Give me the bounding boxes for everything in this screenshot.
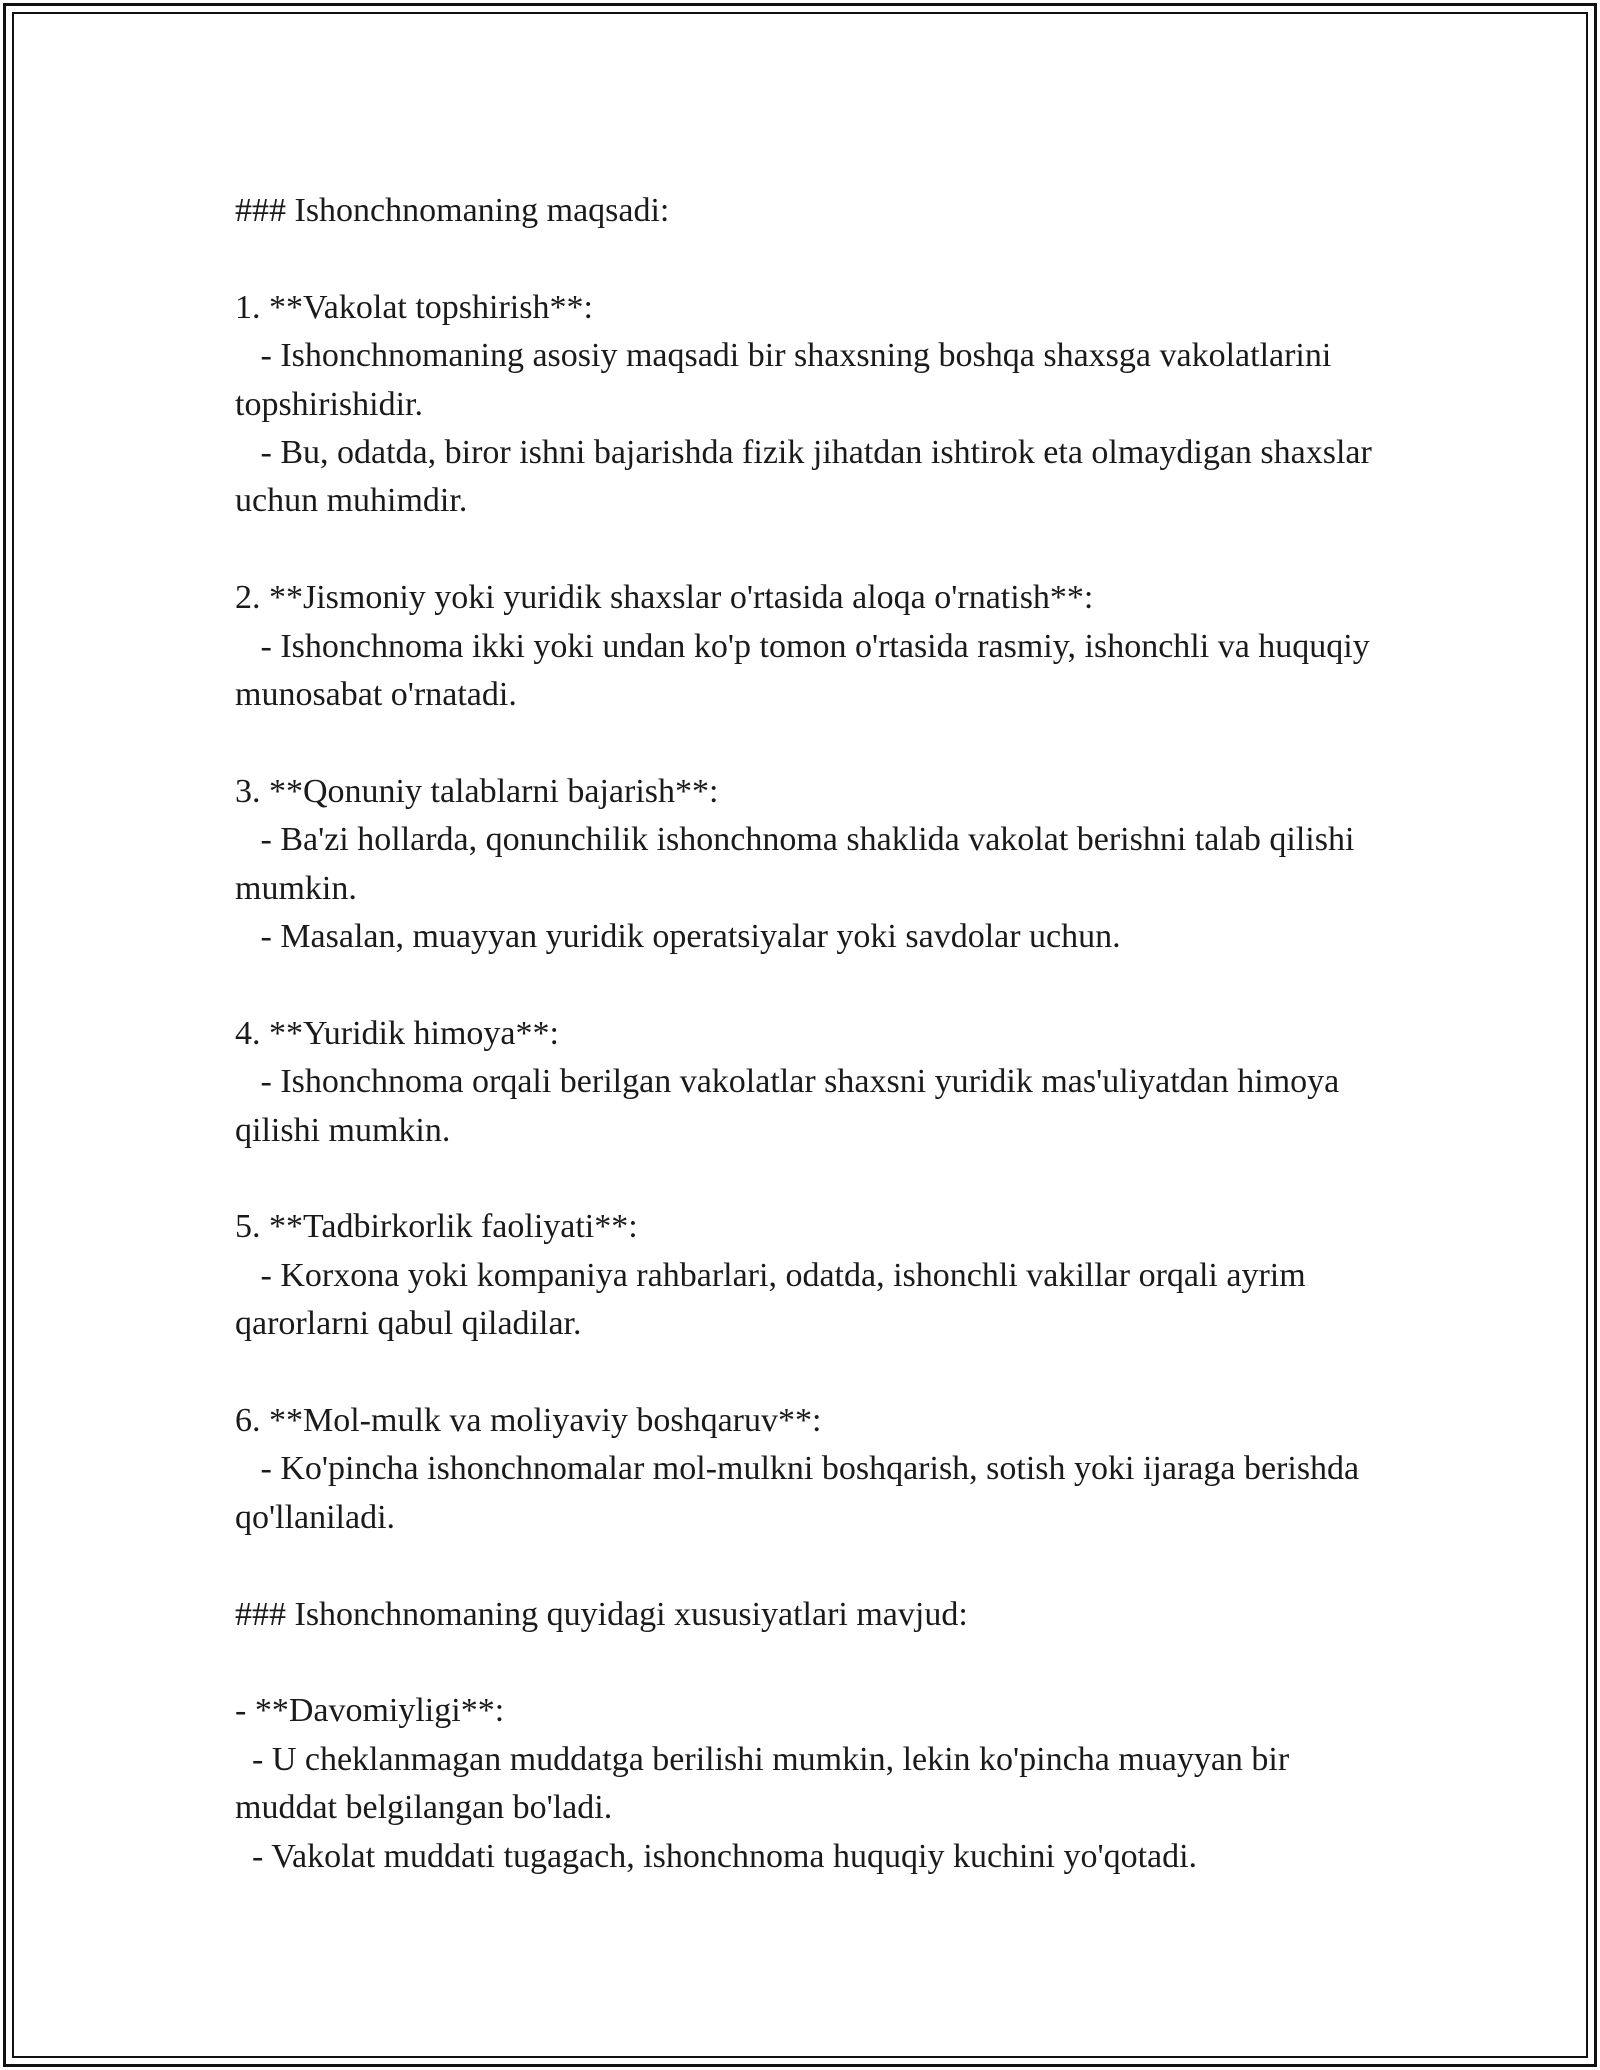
list-item-title: 2. **Jismoniy yoki yuridik shaxslar o'rtasida aloqa o'rnatish**: [235,579,1094,617]
list-item-detail: - Masalan, muayyan yuridik operatsiyalar yoki savdolar uchun. [235,918,1121,956]
list-item-title: 3. **Qonuniy talablarni bajarish**: [235,772,719,810]
blank-line [235,961,1375,1009]
bullet-detail: - U cheklanmagan muddatga berilishi mumkin, lekin ko'pincha muayyan bir muddat belgilangan bo'ladi. [235,1740,1298,1827]
list-item-title: 5. **Tadbirkorlik faoliyati**: [235,1208,638,1246]
blank-line [235,1155,1375,1203]
list-item-detail: - Ba'zi hollarda, qonunchilik ishonchnoma shaklida vakolat berishni talab qilishi mumkin. [235,821,1363,907]
blank-line [235,1542,1375,1590]
document-body [235,187,1381,1881]
blank-line [235,719,1375,767]
list-item-title: 4. **Yuridik himoya**: [235,1014,559,1052]
blank-line [235,235,1375,283]
list-item-detail: - Ishonchnomaning asosiy maqsadi bir shaxsning boshqa shaxsga vakolatlarini topshirishidir. [235,337,1340,423]
list-item-detail: - Korxona yoki kompaniya rahbarlari, odatda, ishonchli vakillar orqali ayrim qarorlarni qabul qiladilar. [235,1256,1315,1343]
section-heading-purpose: ### Ishonchnomaning maqsadi: [235,192,670,229]
section-heading-features: ### Ishonchnomaning quyidagi xususiyatlari mavjud: [235,1595,968,1633]
list-item-detail: - Ko'pincha ishonchnomalar mol-mulkni boshqarish, sotish yoki ijaraga berishda qo'llaniladi. [235,1450,1368,1536]
list-item-title: 1. **Vakolat topshirish**: [235,288,593,326]
blank-line [235,1639,1375,1687]
blank-line [235,1349,1375,1397]
list-item-title: 6. **Mol-mulk va moliyaviy boshqaruv**: [235,1402,822,1440]
list-item-detail: - Bu, odatda, biror ishni bajarishda fizik jihatdan ishtirok eta olmaydigan shaxslar uchun muhimdir. [235,434,1381,520]
bullet-title: - **Davomiyligi**: [235,1692,505,1730]
list-item-detail: - Ishonchnoma ikki yoki undan ko'p tomon o'rtasida rasmiy, ishonchli va huquqiy munosabat o'rnatadi. [235,627,1379,714]
bullet-detail: - Vakolat muddati tugagach, ishonchnoma huquqiy kuchini yo'qotadi. [235,1837,1198,1875]
list-item-detail: - Ishonchnoma orqali berilgan vakolatlar shaxsni yuridik mas'uliyatdan himoya qilishi mumkin. [235,1063,1348,1149]
blank-line [235,526,1375,574]
